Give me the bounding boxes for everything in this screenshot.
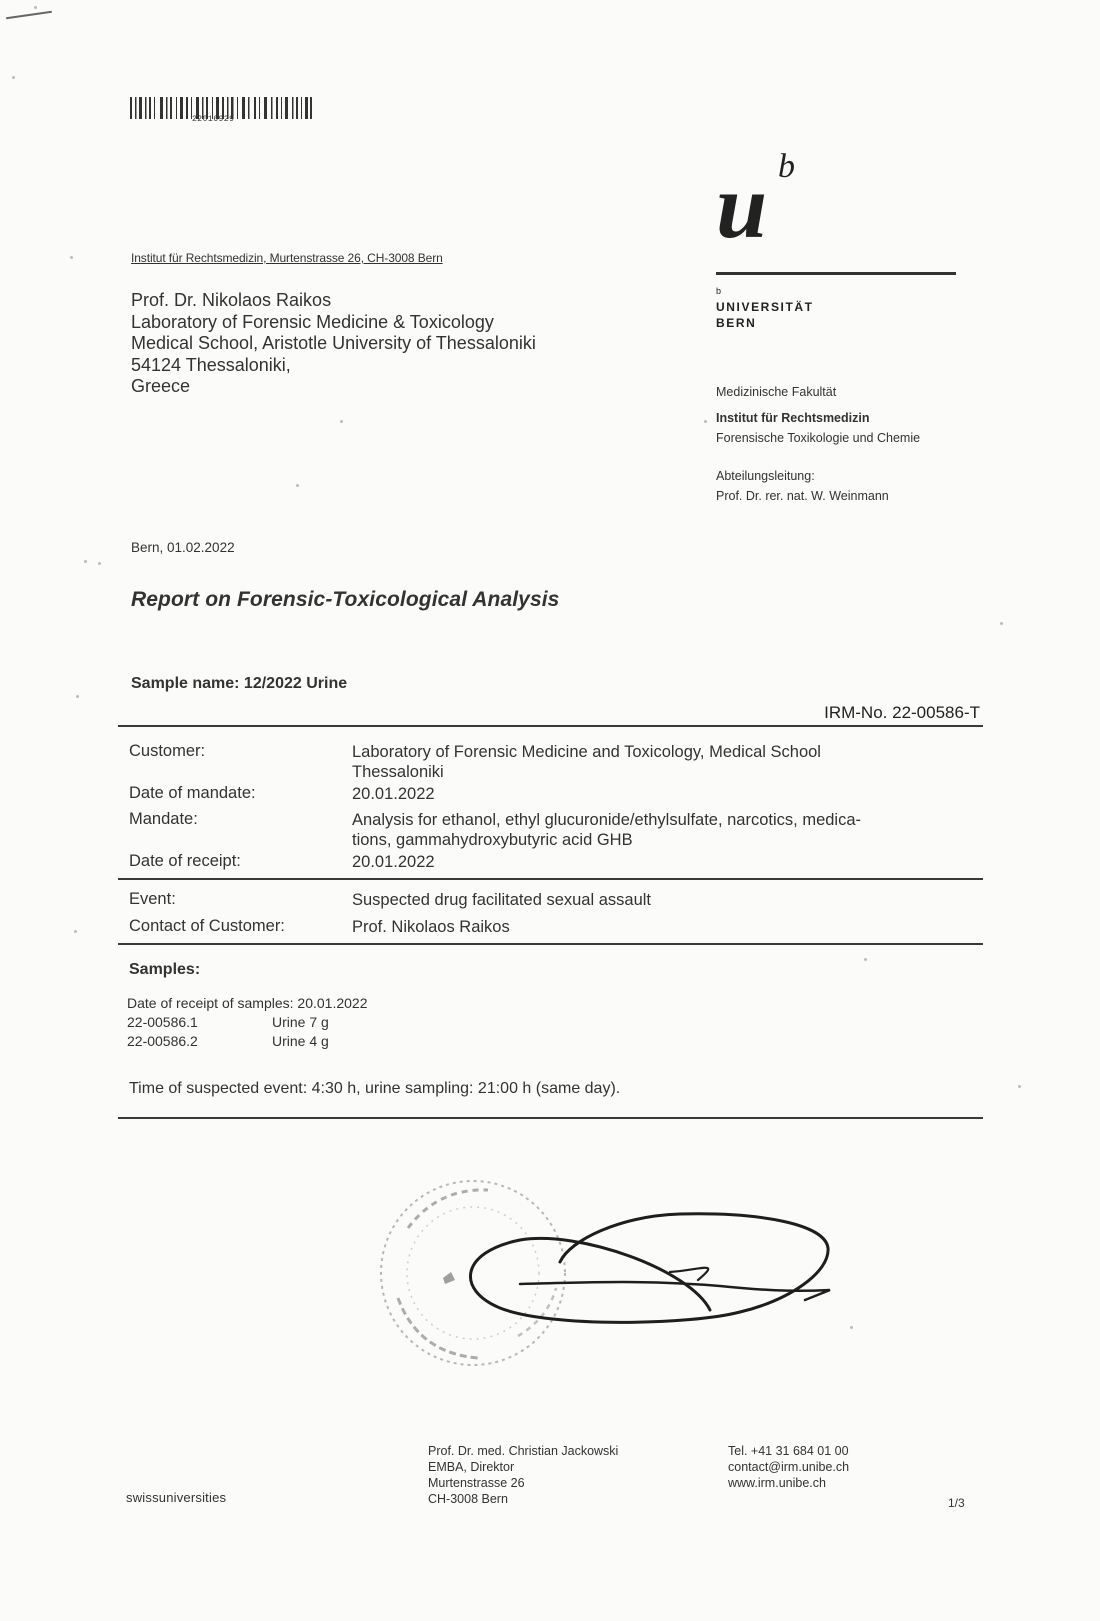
mandate-label: Mandate:: [129, 810, 198, 828]
customer-line: Thessaloniki: [352, 763, 444, 781]
university-small-b: b: [716, 286, 722, 296]
recipient-address: [131, 290, 536, 398]
recipient-line: Greece: [131, 376, 191, 396]
barcode: [130, 97, 312, 124]
scan-speck: [70, 256, 73, 259]
scan-speck: [12, 76, 15, 79]
customer-value: [352, 742, 952, 782]
letter-date: Bern, 01.02.2022: [131, 540, 235, 555]
divider-top: [118, 725, 983, 727]
swissuniversities-logo: swissuniversities: [126, 1490, 227, 1505]
director-street: Murtenstrasse 26: [428, 1476, 525, 1490]
sender-return-address: Institut für Rechtsmedizin, Murtenstrasse 26, CH-3008 Bern: [131, 251, 443, 265]
faculty-name: Medizinische Fakultät: [716, 385, 837, 399]
scan-speck: [76, 695, 79, 698]
footer-director: [428, 1443, 618, 1507]
scan-speck: [98, 562, 101, 565]
page-number: 1/3: [948, 1496, 965, 1510]
sample-desc: Urine 7 g: [272, 1014, 329, 1030]
scan-speck: [84, 560, 87, 563]
samples-receipt-date: Date of receipt of samples: 20.01.2022: [127, 995, 368, 1011]
footer-email: contact@irm.unibe.ch: [728, 1460, 850, 1474]
contact-label: Contact of Customer:: [129, 917, 285, 935]
mandate-value: [352, 810, 952, 850]
division-name: Forensische Toxikologie und Chemie: [716, 431, 921, 445]
sample-desc: Urine 4 g: [272, 1033, 329, 1049]
divider-middle: [118, 878, 983, 880]
footer-web: www.irm.unibe.ch: [728, 1476, 826, 1490]
head-label: Abteilungsleitung:: [716, 469, 815, 483]
scan-speck: [34, 6, 37, 9]
contact-value: Prof. Nikolaos Raikos: [352, 918, 510, 936]
logo-divider: [716, 272, 956, 275]
mandate-line: tions, gammahydroxybutyric acid GHB: [352, 831, 633, 849]
recipient-line: 54124 Thessaloniki,: [131, 354, 291, 375]
university-city: BERN: [716, 316, 757, 330]
scan-speck: [74, 930, 77, 933]
recipient-line: Laboratory of Forensic Medicine & Toxicology: [131, 311, 494, 332]
signature: [460, 1200, 860, 1340]
sample-id: 22-00586.2: [127, 1033, 198, 1049]
scan-speck: [296, 484, 299, 487]
recipient-line: Prof. Dr. Nikolaos Raikos: [131, 290, 332, 310]
customer-line: Laboratory of Forensic Medicine and Toxicology, Medical School: [352, 743, 821, 761]
mandate-date-value: 20.01.2022: [352, 785, 435, 803]
scan-speck: [864, 958, 867, 961]
sample-id: 22-00586.1: [127, 1014, 198, 1030]
samples-heading: Samples:: [129, 961, 201, 978]
scan-speck: [1000, 622, 1003, 625]
mandate-date-label: Date of mandate:: [129, 784, 256, 802]
event-time-note: Time of suspected event: 4:30 h, urine sampling: 21:00 h (same day).: [129, 1080, 621, 1097]
director-name: Prof. Dr. med. Christian Jackowski: [428, 1444, 619, 1458]
recipient-line: Medical School, Aristotle University of Thessaloniki: [131, 333, 536, 353]
director-city: CH-3008 Bern: [428, 1492, 508, 1506]
scan-mark: [6, 11, 52, 19]
sample-name: Sample name: 12/2022 Urine: [131, 675, 348, 692]
customer-label: Customer:: [129, 742, 206, 760]
university-label: UNIVERSITÄT: [716, 300, 814, 314]
scan-speck: [704, 420, 707, 423]
report-title: Report on Forensic-Toxicological Analysis: [131, 588, 560, 611]
scan-speck: [340, 420, 343, 423]
university-logo-mark: u: [716, 155, 768, 257]
barcode-number: 22016929: [192, 115, 235, 124]
mandate-line: Analysis for ethanol, ethyl glucuronide/ethylsulfate, narcotics, medica-: [352, 811, 862, 829]
event-label: Event:: [129, 890, 176, 908]
scan-speck: [1018, 1085, 1021, 1088]
footer-tel: Tel. +41 31 684 01 00: [728, 1444, 849, 1458]
footer-contact: [728, 1443, 849, 1491]
irm-number: IRM-No. 22-00586-T: [824, 703, 980, 722]
receipt-value: 20.01.2022: [352, 853, 435, 871]
institute-name: Institut für Rechtsmedizin: [716, 411, 870, 425]
event-value: Suspected drug facilitated sexual assault: [352, 891, 652, 909]
divider-bottom: [118, 1117, 983, 1119]
university-logo-superscript: b: [778, 148, 795, 185]
receipt-label: Date of receipt:: [129, 852, 241, 870]
university-name: [716, 283, 814, 331]
divider-lower: [118, 943, 983, 945]
director-title: EMBA, Direktor: [428, 1460, 515, 1474]
head-name: Prof. Dr. rer. nat. W. Weinmann: [716, 489, 889, 503]
